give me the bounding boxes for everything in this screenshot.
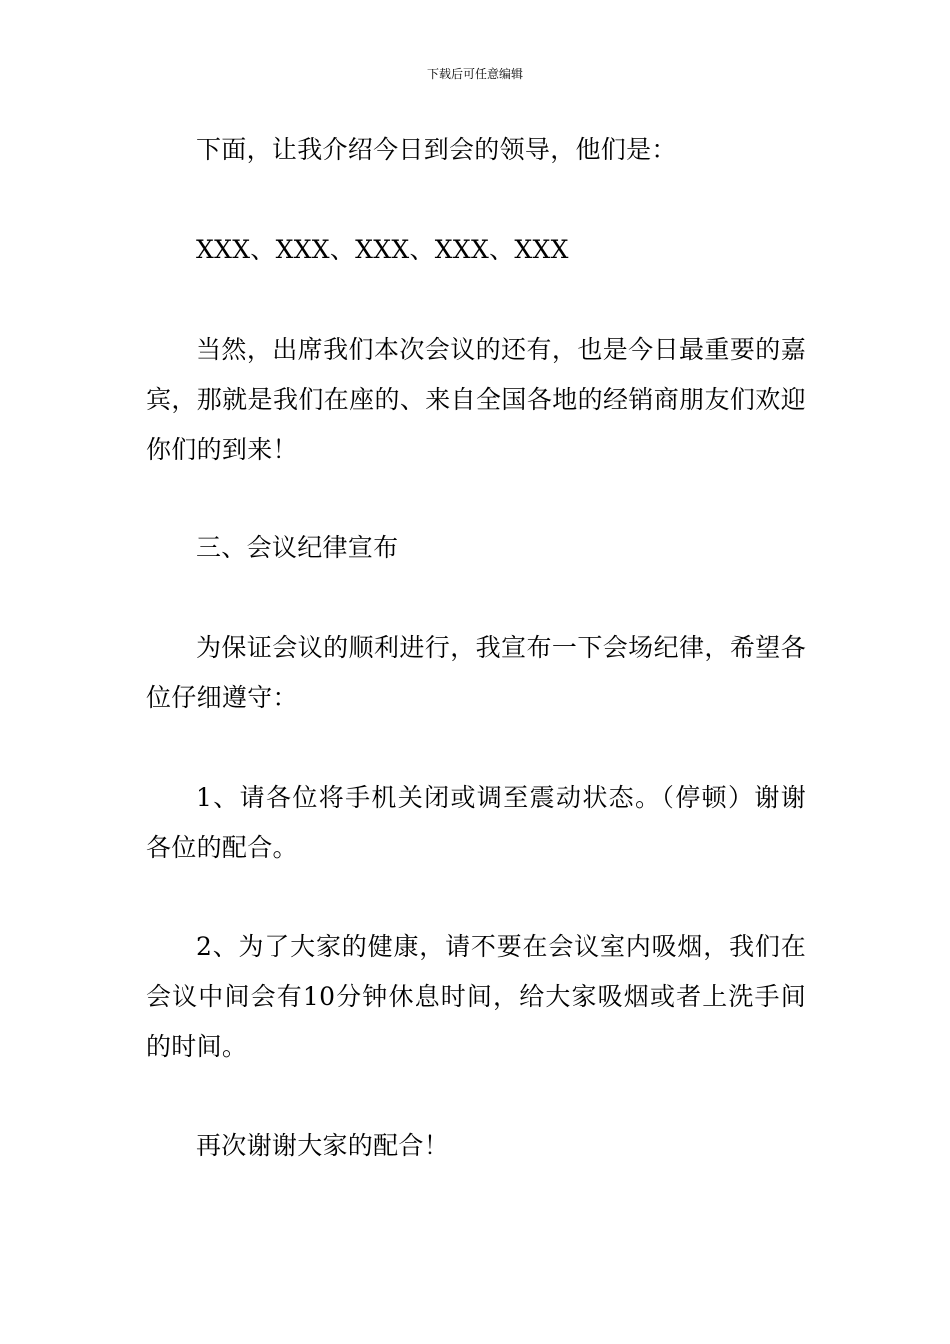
paragraph-discipline-intro: 为保证会议的顺利进行，我宣布一下会场纪律，希望各位仔细遵守： [146, 633, 806, 712]
paragraph-rule-1: 1、请各位将手机关闭或调至震动状态。（停顿）谢谢各位的配合。 [146, 783, 806, 862]
paragraph-leader-names: XXX、XXX、XXX、XXX、XXX [196, 235, 569, 264]
paragraph-guests: 当然，出席我们本次会议的还有，也是今日最重要的嘉宾，那就是我们在座的、来自全国各地的经销商朋友们欢迎你们的到来！ [146, 335, 806, 464]
paragraph-introduce-leaders: 下面，让我介绍今日到会的领导，他们是： [196, 135, 677, 164]
header-note: 下载后可任意编辑 [426, 67, 523, 81]
paragraph-rule-2: 2、为了大家的健康，请不要在会议室内吸烟，我们在会议中间会有10分钟休息时间，给大家吸烟或者上洗手间的时间。 [146, 932, 806, 1061]
paragraph-thanks: 再次谢谢大家的配合！ [196, 1131, 450, 1160]
section-heading-discipline: 三、会议纪律宣布 [196, 533, 399, 562]
